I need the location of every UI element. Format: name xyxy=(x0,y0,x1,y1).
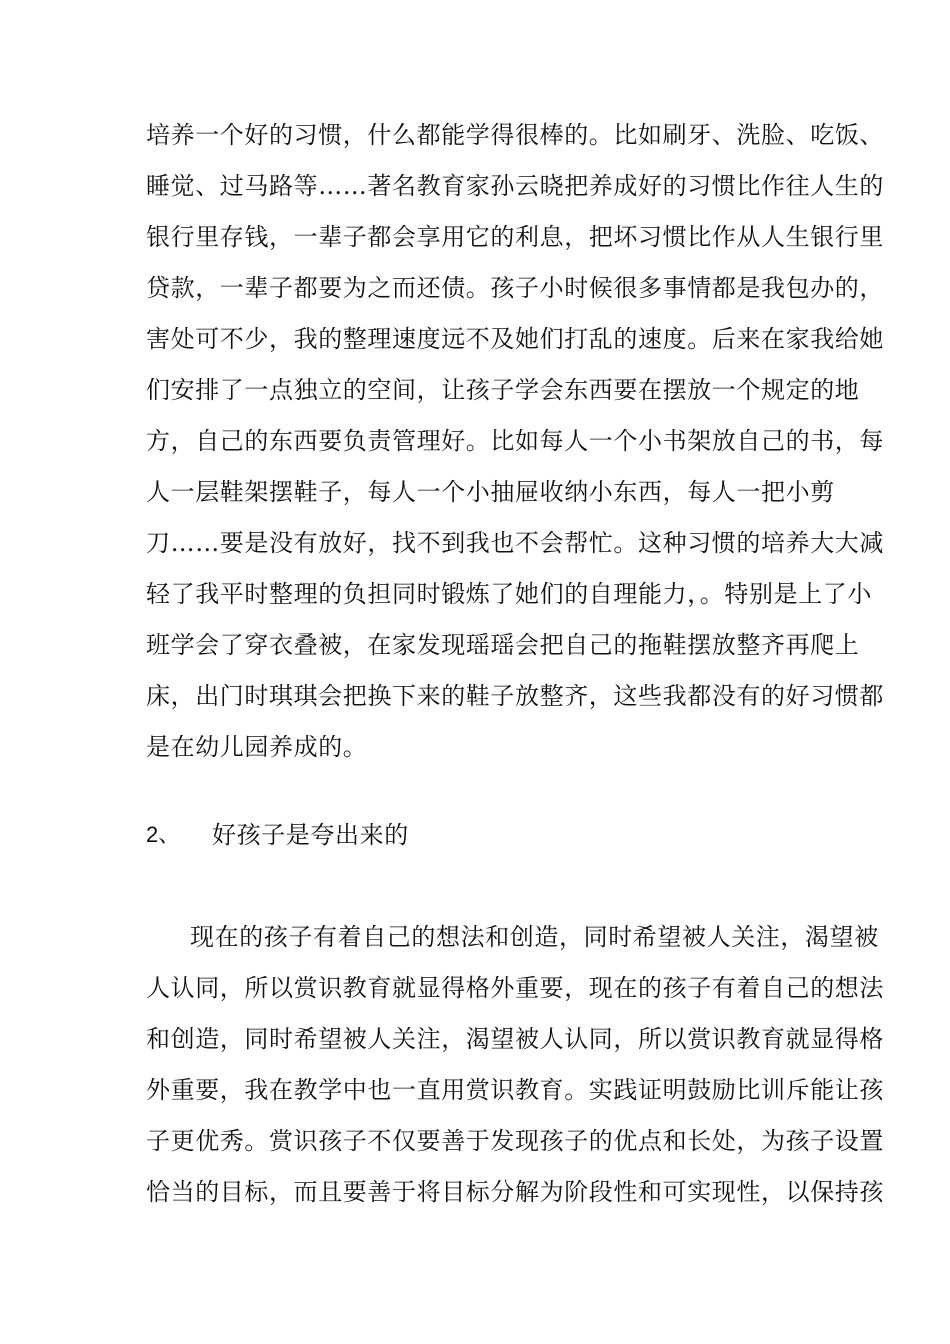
paragraph-line: 方，自己的东西要负责管理好。比如每人一个小书架放自己的书，每 xyxy=(146,427,884,455)
paragraph-line: 培养一个好的习惯，什么都能学得很棒的。比如刷牙、洗脸、吃饭、 xyxy=(146,121,884,149)
paragraph-line: 班学会了穿衣叠被，在家发现瑶瑶会把自己的拖鞋摆放整齐再爬上 xyxy=(146,631,860,659)
section-title: 好孩子是夸出来的 xyxy=(212,821,409,849)
paragraph-line: 外重要，我在教学中也一直用赏识教育。实践证明鼓励比训斥能让孩 xyxy=(146,1076,884,1104)
paragraph-line: 们安排了一点独立的空间，让孩子学会东西要在摆放一个规定的地 xyxy=(146,376,860,404)
paragraph-line: 人一层鞋架摆鞋子，每人一个小抽屉收纳小东西，每人一把小剪 xyxy=(146,478,835,506)
paragraph-line: 刀……要是没有放好，找不到我也不会帮忙。这种习惯的培养大大减 xyxy=(146,529,884,557)
paragraph-line: 害处可不少，我的整理速度远不及她们打乱的速度。后来在家我给她 xyxy=(146,325,884,353)
paragraph-line: 和创造，同时希望被人关注，渴望被人认同，所以赏识教育就显得格 xyxy=(146,1025,884,1053)
paragraph-line: 贷款，一辈子都要为之而还债。孩子小时候很多事情都是我包办的， xyxy=(146,274,884,302)
paragraph-line: 现在的孩子有着自己的想法和创造，同时希望被人关注，渴望被 xyxy=(190,923,879,951)
paragraph-line: 子更优秀。赏识孩子不仅要善于发现孩子的优点和长处，为孩子设置 xyxy=(146,1127,884,1155)
paragraph-line: 轻了我平时整理的负担同时锻炼了她们的自理能力，。特别是上了小 xyxy=(146,580,872,608)
paragraph-line: 是在幼儿园养成的。 xyxy=(146,733,368,761)
section-number: 2、 xyxy=(146,822,181,847)
paragraph-line: 睡觉、过马路等……著名教育家孙云晓把养成好的习惯比作往人生的 xyxy=(146,172,884,200)
paragraph-line: 床，出门时琪琪会把换下来的鞋子放整齐，这些我都没有的好习惯都 xyxy=(146,682,884,710)
paragraph-line: 人认同，所以赏识教育就显得格外重要，现在的孩子有着自己的想法 xyxy=(146,974,884,1002)
paragraph-line: 银行里存钱，一辈子都会享用它的利息，把坏习惯比作从人生银行里 xyxy=(146,223,884,251)
paragraph-line: 恰当的目标，而且要善于将目标分解为阶段性和可实现性，以保持孩 xyxy=(146,1178,884,1206)
